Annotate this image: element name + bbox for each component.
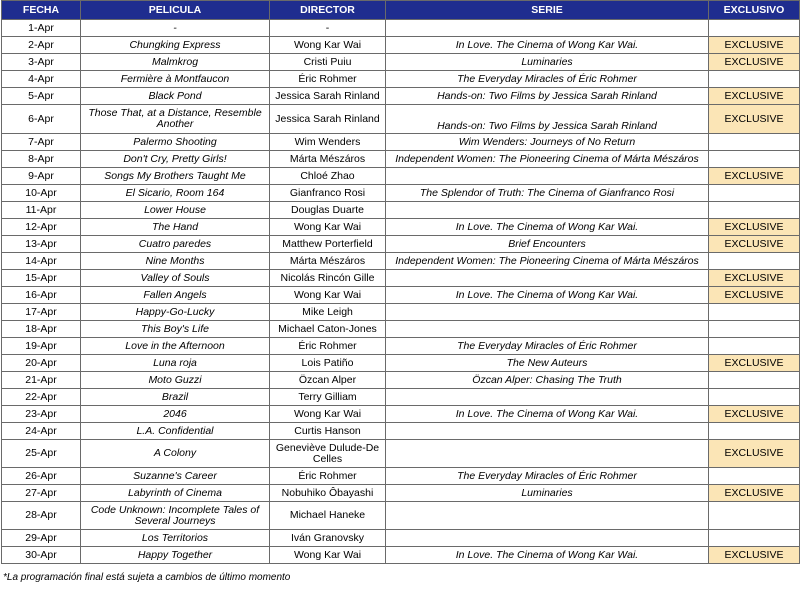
- cell-exclusivo: [709, 372, 800, 389]
- cell-exclusivo: EXCLUSIVE: [709, 168, 800, 185]
- cell-pelicula: Don't Cry, Pretty Girls!: [81, 151, 270, 168]
- table-row: [2, 287, 800, 304]
- cell-director: Douglas Duarte: [270, 202, 386, 219]
- cell-serie: [386, 502, 709, 530]
- table-row: [2, 168, 800, 185]
- header-pelicula: PELICULA: [81, 1, 270, 20]
- cell-exclusivo: EXCLUSIVE: [709, 485, 800, 502]
- cell-pelicula: Cuatro paredes: [81, 236, 270, 253]
- cell-director: Éric Rohmer: [270, 338, 386, 355]
- table-row: [2, 202, 800, 219]
- cell-serie: [386, 304, 709, 321]
- cell-fecha: 29-Apr: [2, 530, 81, 547]
- cell-serie: [386, 202, 709, 219]
- cell-exclusivo: [709, 468, 800, 485]
- cell-pelicula: Code Unknown: Incomplete Tales of Several Journeys: [81, 502, 270, 530]
- cell-fecha: 13-Apr: [2, 236, 81, 253]
- cell-pelicula: Los Territorios: [81, 530, 270, 547]
- cell-serie: Independent Women: The Pioneering Cinema of Márta Mészáros: [386, 253, 709, 270]
- header-serie: SERIE: [386, 1, 709, 20]
- cell-fecha: 22-Apr: [2, 389, 81, 406]
- cell-serie: Luminaries: [386, 485, 709, 502]
- cell-exclusivo: [709, 502, 800, 530]
- cell-serie: Independent Women: The Pioneering Cinema of Márta Mészáros: [386, 151, 709, 168]
- cell-director: -: [270, 20, 386, 37]
- cell-director: Wong Kar Wai: [270, 37, 386, 54]
- cell-serie: [386, 168, 709, 185]
- cell-director: Nobuhiko Ôbayashi: [270, 485, 386, 502]
- cell-pelicula: El Sicario, Room 164: [81, 185, 270, 202]
- cell-fecha: 14-Apr: [2, 253, 81, 270]
- table-row: [2, 502, 800, 530]
- cell-serie: [386, 20, 709, 37]
- table-row: [2, 54, 800, 71]
- table-row: [2, 530, 800, 547]
- cell-director: Cristi Puiu: [270, 54, 386, 71]
- cell-director: Wong Kar Wai: [270, 406, 386, 423]
- cell-pelicula: Lower House: [81, 202, 270, 219]
- cell-fecha: 23-Apr: [2, 406, 81, 423]
- cell-pelicula: Fermière à Montfaucon: [81, 71, 270, 88]
- cell-exclusivo: [709, 423, 800, 440]
- cell-exclusivo: [709, 389, 800, 406]
- cell-serie: [386, 440, 709, 468]
- cell-director: Mike Leigh: [270, 304, 386, 321]
- cell-director: Éric Rohmer: [270, 468, 386, 485]
- cell-director: Wong Kar Wai: [270, 287, 386, 304]
- cell-director: Jessica Sarah Rinland: [270, 88, 386, 105]
- cell-director: Lois Patiño: [270, 355, 386, 372]
- cell-exclusivo: EXCLUSIVE: [709, 355, 800, 372]
- table-row: [2, 389, 800, 406]
- cell-fecha: 11-Apr: [2, 202, 81, 219]
- cell-serie: In Love. The Cinema of Wong Kar Wai.: [386, 287, 709, 304]
- cell-serie: Hands-on: Two Films by Jessica Sarah Rinland: [386, 105, 709, 134]
- cell-fecha: 2-Apr: [2, 37, 81, 54]
- cell-pelicula: Labyrinth of Cinema: [81, 485, 270, 502]
- cell-director: Iván Granovsky: [270, 530, 386, 547]
- cell-fecha: 7-Apr: [2, 134, 81, 151]
- table-row: [2, 440, 800, 468]
- cell-director: Márta Mészáros: [270, 151, 386, 168]
- cell-director: Nicolás Rincón Gille: [270, 270, 386, 287]
- cell-fecha: 8-Apr: [2, 151, 81, 168]
- cell-fecha: 25-Apr: [2, 440, 81, 468]
- cell-fecha: 28-Apr: [2, 502, 81, 530]
- table-row: [2, 105, 800, 134]
- footnote: *La programación final está sujeta a cambios de último momento: [3, 572, 291, 583]
- cell-fecha: 21-Apr: [2, 372, 81, 389]
- cell-serie: [386, 389, 709, 406]
- cell-director: Wim Wenders: [270, 134, 386, 151]
- cell-exclusivo: EXCLUSIVE: [709, 219, 800, 236]
- cell-exclusivo: EXCLUSIVE: [709, 406, 800, 423]
- cell-serie: The Splendor of Truth: The Cinema of Gianfranco Rosi: [386, 185, 709, 202]
- cell-exclusivo: EXCLUSIVE: [709, 236, 800, 253]
- table-row: [2, 151, 800, 168]
- cell-exclusivo: [709, 20, 800, 37]
- table-row: [2, 88, 800, 105]
- cell-director: Michael Haneke: [270, 502, 386, 530]
- table-row: [2, 37, 800, 54]
- cell-director: Michael Caton-Jones: [270, 321, 386, 338]
- cell-director: Özcan Alper: [270, 372, 386, 389]
- cell-exclusivo: [709, 253, 800, 270]
- cell-fecha: 10-Apr: [2, 185, 81, 202]
- table-row: [2, 219, 800, 236]
- cell-exclusivo: [709, 321, 800, 338]
- cell-fecha: 24-Apr: [2, 423, 81, 440]
- cell-serie: The Everyday Miracles of Éric Rohmer: [386, 71, 709, 88]
- schedule-table: [1, 0, 800, 564]
- cell-fecha: 15-Apr: [2, 270, 81, 287]
- table-row: [2, 236, 800, 253]
- cell-fecha: 16-Apr: [2, 287, 81, 304]
- cell-serie: The Everyday Miracles of Éric Rohmer: [386, 468, 709, 485]
- table-row: [2, 321, 800, 338]
- cell-fecha: 26-Apr: [2, 468, 81, 485]
- cell-serie: The Everyday Miracles of Éric Rohmer: [386, 338, 709, 355]
- cell-exclusivo: [709, 338, 800, 355]
- cell-pelicula: Black Pond: [81, 88, 270, 105]
- cell-serie: Hands-on: Two Films by Jessica Sarah Rinland: [386, 88, 709, 105]
- cell-exclusivo: EXCLUSIVE: [709, 547, 800, 564]
- table-row: [2, 468, 800, 485]
- cell-serie: In Love. The Cinema of Wong Kar Wai.: [386, 547, 709, 564]
- table-row: [2, 338, 800, 355]
- cell-pelicula: Nine Months: [81, 253, 270, 270]
- cell-exclusivo: EXCLUSIVE: [709, 37, 800, 54]
- cell-exclusivo: [709, 151, 800, 168]
- cell-pelicula: Happy-Go-Lucky: [81, 304, 270, 321]
- cell-exclusivo: EXCLUSIVE: [709, 54, 800, 71]
- cell-fecha: 4-Apr: [2, 71, 81, 88]
- cell-exclusivo: [709, 530, 800, 547]
- cell-exclusivo: [709, 304, 800, 321]
- table-row: [2, 406, 800, 423]
- cell-fecha: 20-Apr: [2, 355, 81, 372]
- cell-pelicula: L.A. Confidential: [81, 423, 270, 440]
- table-row: [2, 71, 800, 88]
- cell-exclusivo: EXCLUSIVE: [709, 88, 800, 105]
- cell-pelicula: Luna roja: [81, 355, 270, 372]
- cell-serie: In Love. The Cinema of Wong Kar Wai.: [386, 406, 709, 423]
- cell-pelicula: -: [81, 20, 270, 37]
- cell-fecha: 9-Apr: [2, 168, 81, 185]
- cell-serie: The New Auteurs: [386, 355, 709, 372]
- table-row: [2, 547, 800, 564]
- cell-director: Curtis Hanson: [270, 423, 386, 440]
- cell-director: Wong Kar Wai: [270, 219, 386, 236]
- cell-fecha: 17-Apr: [2, 304, 81, 321]
- cell-director: Éric Rohmer: [270, 71, 386, 88]
- cell-serie: [386, 321, 709, 338]
- cell-exclusivo: [709, 185, 800, 202]
- cell-director: Wong Kar Wai: [270, 547, 386, 564]
- cell-serie: Wim Wenders: Journeys of No Return: [386, 134, 709, 151]
- cell-pelicula: 2046: [81, 406, 270, 423]
- cell-pelicula: Moto Guzzi: [81, 372, 270, 389]
- cell-fecha: 27-Apr: [2, 485, 81, 502]
- cell-fecha: 30-Apr: [2, 547, 81, 564]
- cell-fecha: 1-Apr: [2, 20, 81, 37]
- cell-pelicula: Happy Together: [81, 547, 270, 564]
- table-row: [2, 20, 800, 37]
- table-row: [2, 423, 800, 440]
- header-exclusivo: EXCLUSIVO: [709, 1, 800, 20]
- cell-director: Márta Mészáros: [270, 253, 386, 270]
- cell-director: Chloé Zhao: [270, 168, 386, 185]
- cell-exclusivo: EXCLUSIVE: [709, 440, 800, 468]
- table-row: [2, 372, 800, 389]
- cell-serie: In Love. The Cinema of Wong Kar Wai.: [386, 37, 709, 54]
- cell-fecha: 18-Apr: [2, 321, 81, 338]
- table-row: [2, 134, 800, 151]
- cell-serie: [386, 270, 709, 287]
- cell-pelicula: Malmkrog: [81, 54, 270, 71]
- cell-serie: [386, 423, 709, 440]
- table-row: [2, 270, 800, 287]
- cell-serie: Brief Encounters: [386, 236, 709, 253]
- cell-pelicula: Palermo Shooting: [81, 134, 270, 151]
- table-row: [2, 185, 800, 202]
- cell-pelicula: Fallen Angels: [81, 287, 270, 304]
- cell-exclusivo: EXCLUSIVE: [709, 270, 800, 287]
- table-row: [2, 355, 800, 372]
- cell-exclusivo: EXCLUSIVE: [709, 287, 800, 304]
- cell-pelicula: Brazil: [81, 389, 270, 406]
- cell-pelicula: Chungking Express: [81, 37, 270, 54]
- cell-serie: In Love. The Cinema of Wong Kar Wai.: [386, 219, 709, 236]
- cell-serie: Luminaries: [386, 54, 709, 71]
- table-row: [2, 253, 800, 270]
- cell-exclusivo: [709, 71, 800, 88]
- cell-pelicula: Valley of Souls: [81, 270, 270, 287]
- cell-pelicula: The Hand: [81, 219, 270, 236]
- header-row: [2, 1, 800, 20]
- table-row: [2, 485, 800, 502]
- cell-director: Jessica Sarah Rinland: [270, 105, 386, 134]
- cell-serie: Özcan Alper: Chasing The Truth: [386, 372, 709, 389]
- header-fecha: FECHA: [2, 1, 81, 20]
- cell-fecha: 3-Apr: [2, 54, 81, 71]
- cell-fecha: 12-Apr: [2, 219, 81, 236]
- cell-director: Matthew Porterfield: [270, 236, 386, 253]
- cell-pelicula: Songs My Brothers Taught Me: [81, 168, 270, 185]
- cell-pelicula: A Colony: [81, 440, 270, 468]
- cell-pelicula: Suzanne's Career: [81, 468, 270, 485]
- cell-pelicula: This Boy's Life: [81, 321, 270, 338]
- cell-director: Terry Gilliam: [270, 389, 386, 406]
- cell-serie: [386, 530, 709, 547]
- cell-director: Gianfranco Rosi: [270, 185, 386, 202]
- cell-pelicula: Those That, at a Distance, Resemble Another: [81, 105, 270, 134]
- cell-exclusivo: [709, 134, 800, 151]
- cell-fecha: 19-Apr: [2, 338, 81, 355]
- header-director: DIRECTOR: [270, 1, 386, 20]
- cell-exclusivo: [709, 202, 800, 219]
- cell-fecha: 6-Apr: [2, 105, 81, 134]
- cell-exclusivo: EXCLUSIVE: [709, 105, 800, 134]
- cell-pelicula: Love in the Afternoon: [81, 338, 270, 355]
- cell-fecha: 5-Apr: [2, 88, 81, 105]
- table-row: [2, 304, 800, 321]
- cell-director: Geneviève Dulude-De Celles: [270, 440, 386, 468]
